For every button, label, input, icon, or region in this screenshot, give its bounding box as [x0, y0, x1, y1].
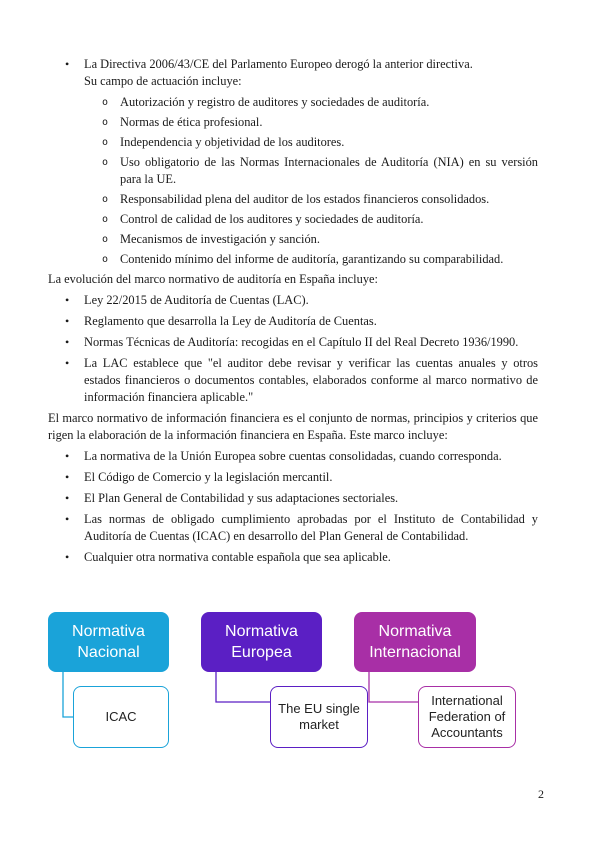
section-intro: El marco normativo de información financiera es el conjunto de normas, principios y criterios que rigen la elaboración de la información financiera en España. Este marco incluye: — [48, 411, 538, 442]
connector-line — [216, 672, 270, 702]
list-item: o Uso obligatorio de las Normas Internacionales de Auditoría (NIA) en su versión para la UE. — [84, 154, 538, 188]
head-box-internacional — [354, 612, 476, 672]
child-label: ICAC — [105, 709, 137, 724]
connector-line — [63, 672, 73, 717]
list-item: • Las normas de obligado cumplimiento aprobadas por el Instituto de Contabilidad y Auditoría de Cuentas (ICAC) en desarrollo del Plan General de Contabilidad. — [48, 511, 538, 545]
child-box-icac — [73, 686, 169, 748]
list-item — [48, 56, 538, 73]
list-item: • Normas Técnicas de Auditoría: recogidas en el Capítulo II del Real Decreto 1936/1990. — [48, 334, 538, 351]
list-item: o Independencia y objetividad de los auditores. — [84, 134, 538, 151]
spain-framework-list — [48, 292, 538, 406]
head-label: Normativa Europea — [225, 623, 298, 661]
document-body — [48, 56, 538, 570]
connector-line — [369, 672, 418, 702]
section-intro: La evolución del marco normativo de auditoría en España incluye: — [48, 272, 378, 286]
list-item: o Contenido mínimo del informe de auditoría, garantizando su comparabilidad. — [84, 251, 538, 268]
scope-list — [84, 94, 538, 268]
head-label: Normativa Nacional — [72, 623, 145, 661]
list-item: • Cualquier otra normativa contable española que sea aplicable. — [48, 549, 538, 566]
list-item: • La normativa de la Unión Europea sobre cuentas consolidadas, cuando corresponda. — [48, 448, 538, 465]
directive-list — [48, 56, 538, 73]
scope-intro: Su campo de actuación incluye: — [84, 74, 242, 88]
list-item: o Responsabilidad plena del auditor de los estados financieros consolidados. — [84, 191, 538, 208]
list-item: o Control de calidad de los auditores y sociedades de auditoría. — [84, 211, 538, 228]
child-box-eu-market — [270, 686, 368, 748]
list-item: o Mecanismos de investigación y sanción. — [84, 231, 538, 248]
child-label: International Federation of Accountants — [428, 693, 506, 740]
head-box-europea — [201, 612, 322, 672]
list-item: o Normas de ética profesional. — [84, 114, 538, 131]
child-box-ifac — [418, 686, 516, 748]
list-item: • La LAC establece que "el auditor debe revisar y verificar las cuentas anuales y otros estados financieros o documentos contables, elaborados conforme al marco normativo de información financiera aplicable." — [48, 355, 538, 406]
list-item: o Autorización y registro de auditores y sociedades de auditoría. — [84, 94, 538, 111]
page-number: 2 — [538, 787, 544, 801]
list-item: • El Plan General de Contabilidad y sus adaptaciones sectoriales. — [48, 490, 538, 507]
head-box-nacional — [48, 612, 169, 672]
child-label: The EU single market — [278, 701, 360, 732]
financial-framework-list — [48, 448, 538, 566]
list-item: • El Código de Comercio y la legislación mercantil. — [48, 469, 538, 486]
list-item: • Ley 22/2015 de Auditoría de Cuentas (LAC). — [48, 292, 538, 309]
head-label: Normativa Internacional — [369, 623, 461, 661]
directive-text: La Directiva 2006/43/CE del Parlamento Europeo derogó la anterior directiva. — [84, 57, 473, 71]
list-item: • Reglamento que desarrolla la Ley de Auditoría de Cuentas. — [48, 313, 538, 330]
